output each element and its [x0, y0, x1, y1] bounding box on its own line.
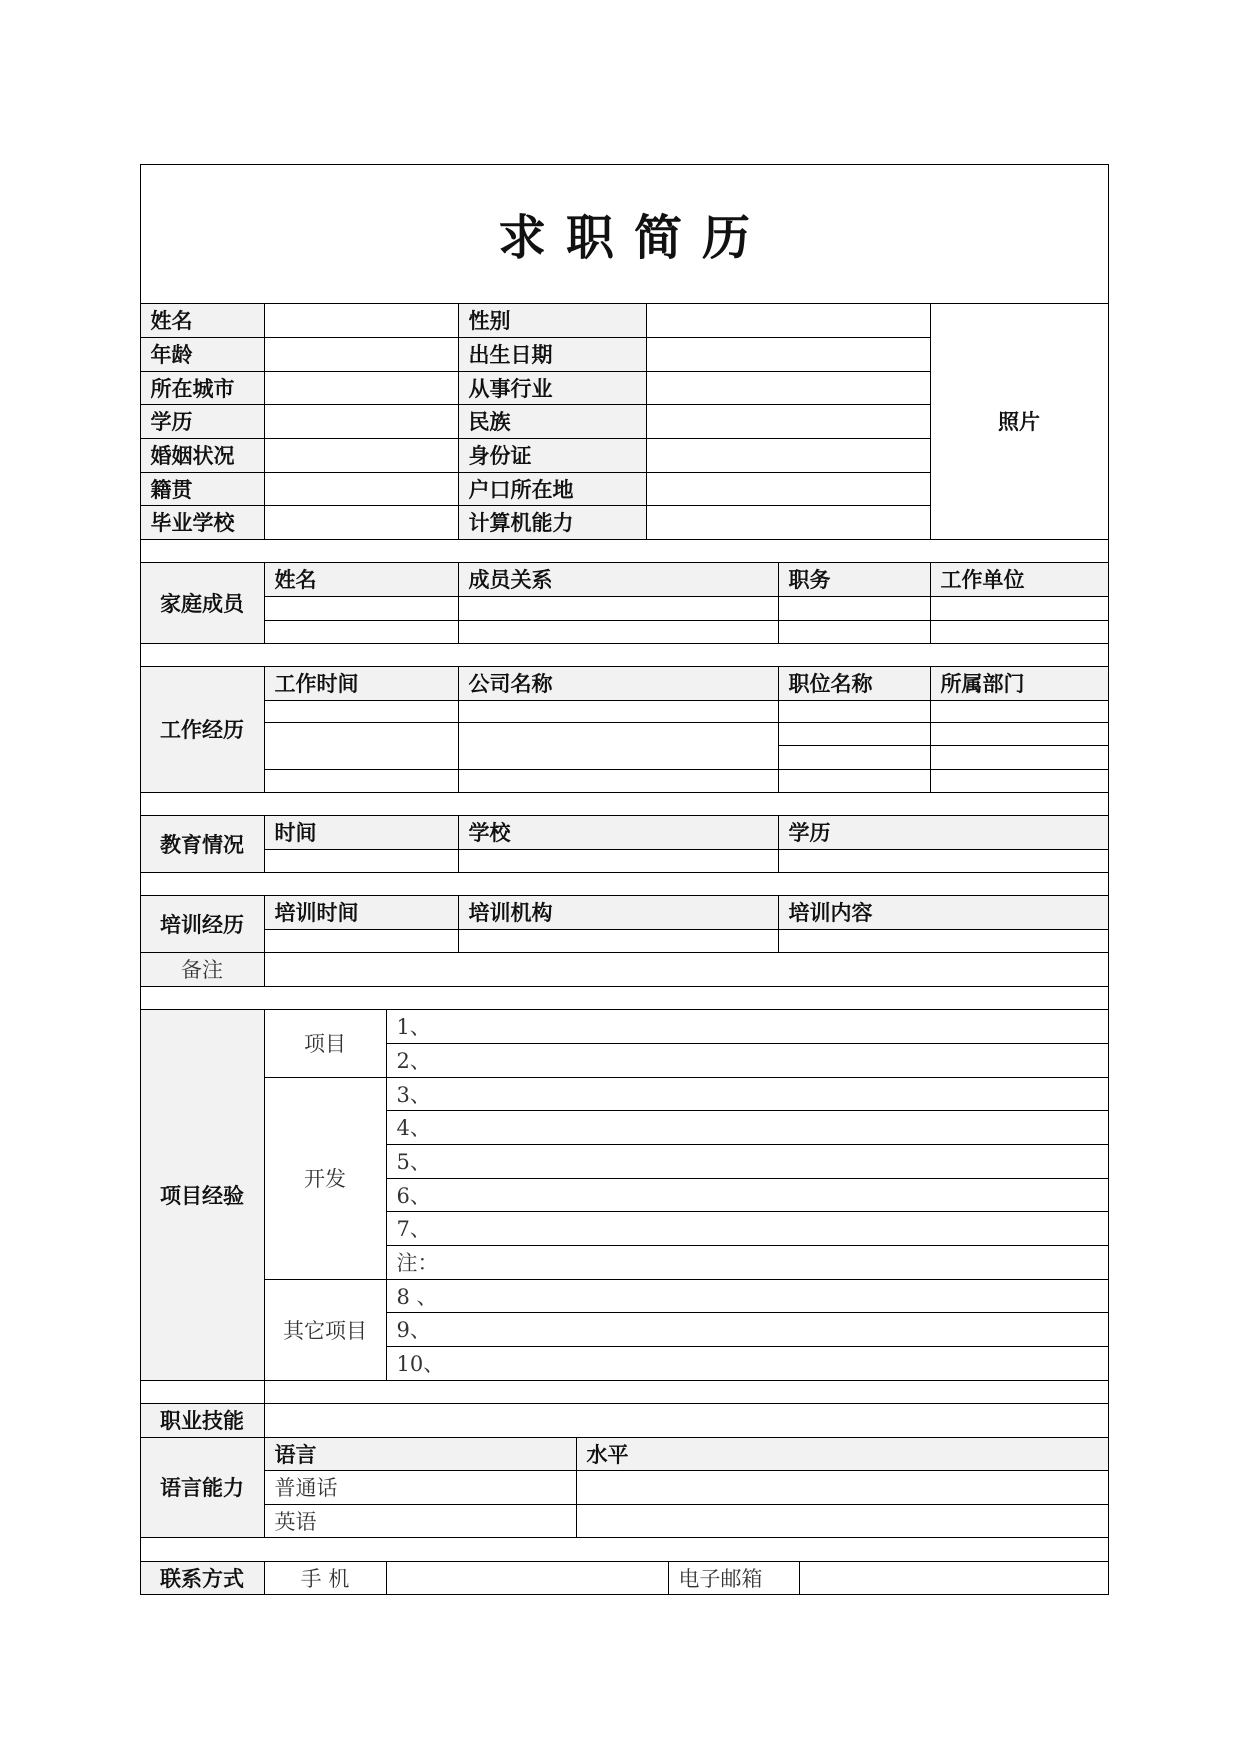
- basic-label: 籍贯: [140, 472, 265, 506]
- basic-label: 从事行业: [458, 371, 647, 405]
- table-cell[interactable]: [778, 769, 931, 793]
- spacer-cell: [140, 1380, 265, 1404]
- table-header: 公司名称: [458, 666, 779, 701]
- basic-value-field[interactable]: [264, 472, 459, 506]
- project-item-field[interactable]: 注：: [386, 1245, 1109, 1280]
- basic-value-field[interactable]: [646, 472, 931, 506]
- photo-box[interactable]: 照片: [930, 303, 1109, 540]
- basic-value-field[interactable]: [264, 337, 459, 372]
- basic-value-field[interactable]: [264, 438, 459, 473]
- table-header: 职位名称: [778, 666, 931, 701]
- basic-label: 户口所在地: [458, 472, 647, 506]
- section-label-education: 教育情况: [140, 815, 265, 873]
- language-name: 英语: [264, 1504, 577, 1538]
- table-header: 培训内容: [778, 895, 1109, 930]
- table-cell[interactable]: [458, 849, 779, 873]
- table-cell[interactable]: [778, 596, 931, 621]
- basic-label: 计算机能力: [458, 505, 647, 540]
- basic-label: 姓名: [140, 303, 265, 338]
- basic-value-field[interactable]: [264, 505, 459, 540]
- spacer-row: [140, 643, 1109, 667]
- spacer-row: [140, 872, 1109, 896]
- table-cell[interactable]: [264, 700, 459, 723]
- table-cell[interactable]: [458, 769, 779, 793]
- basic-value-field[interactable]: [646, 438, 931, 473]
- table-cell[interactable]: [930, 769, 1109, 793]
- basic-value-field[interactable]: [646, 404, 931, 439]
- language-level-field[interactable]: [576, 1504, 1109, 1538]
- table-cell[interactable]: [264, 596, 459, 621]
- section-label-contact: 联系方式: [140, 1561, 265, 1595]
- email-label: 电子邮箱: [668, 1561, 800, 1595]
- table-header: 学校: [458, 815, 779, 850]
- spacer-row: [140, 1537, 1109, 1562]
- remarks-field[interactable]: [264, 952, 1109, 987]
- table-header: 培训时间: [264, 895, 459, 930]
- table-cell[interactable]: [778, 745, 931, 770]
- table-cell[interactable]: [778, 722, 931, 746]
- table-cell[interactable]: [778, 929, 1109, 953]
- table-cell[interactable]: [264, 769, 459, 793]
- table-cell[interactable]: [264, 849, 459, 873]
- table-cell[interactable]: [930, 620, 1109, 644]
- table-header: 成员关系: [458, 562, 779, 597]
- table-header: 工作单位: [930, 562, 1109, 597]
- project-item-field[interactable]: 10、: [386, 1346, 1109, 1381]
- project-item-field[interactable]: 4、: [386, 1110, 1109, 1145]
- table-cell[interactable]: [930, 722, 1109, 746]
- table-cell[interactable]: [458, 929, 779, 953]
- basic-label: 身份证: [458, 438, 647, 473]
- table-header: 语言: [264, 1437, 577, 1471]
- project-item-field[interactable]: 7、: [386, 1211, 1109, 1246]
- basic-value-field[interactable]: [646, 337, 931, 372]
- table-cell[interactable]: [930, 700, 1109, 723]
- basic-label: 民族: [458, 404, 647, 439]
- table-cell[interactable]: [458, 620, 779, 644]
- table-cell[interactable]: [930, 745, 1109, 770]
- table-header: 所属部门: [930, 666, 1109, 701]
- table-cell[interactable]: [778, 700, 931, 723]
- basic-label: 所在城市: [140, 371, 265, 405]
- table-header: 姓名: [264, 562, 459, 597]
- language-level-field[interactable]: [576, 1470, 1109, 1505]
- table-cell[interactable]: [778, 620, 931, 644]
- project-group-label: 其它项目: [264, 1279, 387, 1381]
- project-item-field[interactable]: 1、: [386, 1009, 1109, 1044]
- project-item-field[interactable]: 3、: [386, 1077, 1109, 1111]
- table-cell[interactable]: [264, 722, 459, 770]
- section-label-work: 工作经历: [140, 666, 265, 793]
- basic-label: 婚姻状况: [140, 438, 265, 473]
- email-field[interactable]: [799, 1561, 1109, 1595]
- basic-label: 出生日期: [458, 337, 647, 372]
- section-label-language: 语言能力: [140, 1437, 265, 1538]
- table-header: 工作时间: [264, 666, 459, 701]
- basic-value-field[interactable]: [264, 404, 459, 439]
- section-label-projects: 项目经验: [140, 1009, 265, 1381]
- basic-label: 毕业学校: [140, 505, 265, 540]
- phone-label: 手 机: [264, 1561, 387, 1595]
- section-label-family: 家庭成员: [140, 562, 265, 644]
- table-header: 时间: [264, 815, 459, 850]
- project-item-field[interactable]: 6、: [386, 1178, 1109, 1212]
- project-item-field[interactable]: 9、: [386, 1312, 1109, 1347]
- basic-label: 年龄: [140, 337, 265, 372]
- table-cell[interactable]: [930, 596, 1109, 621]
- basic-value-field[interactable]: [264, 371, 459, 405]
- table-header: 学历: [778, 815, 1109, 850]
- basic-value-field[interactable]: [646, 505, 931, 540]
- spacer-row: [140, 539, 1109, 563]
- basic-label: 性别: [458, 303, 647, 338]
- spacer-cell: [264, 1380, 1109, 1404]
- table-cell[interactable]: [264, 929, 459, 953]
- section-label-skills: 职业技能: [140, 1403, 265, 1438]
- table-cell[interactable]: [458, 700, 779, 723]
- basic-label: 学历: [140, 404, 265, 439]
- basic-value-field[interactable]: [646, 303, 931, 338]
- table-cell[interactable]: [458, 596, 779, 621]
- project-group-label: 项目: [264, 1009, 387, 1078]
- language-name: 普通话: [264, 1470, 577, 1505]
- table-header: 水平: [576, 1437, 1109, 1471]
- project-item-field[interactable]: 8 、: [386, 1279, 1109, 1313]
- table-header: 职务: [778, 562, 931, 597]
- table-cell[interactable]: [458, 722, 779, 770]
- table-cell[interactable]: [264, 620, 459, 644]
- table-header: 培训机构: [458, 895, 779, 930]
- table-cell[interactable]: [778, 849, 1109, 873]
- project-item-field[interactable]: 5、: [386, 1144, 1109, 1179]
- phone-field[interactable]: [386, 1561, 669, 1595]
- basic-value-field[interactable]: [646, 371, 931, 405]
- spacer-row: [140, 792, 1109, 816]
- remarks-label: 备注: [140, 952, 265, 987]
- project-item-field[interactable]: 2、: [386, 1043, 1109, 1078]
- project-group-label: 开发: [264, 1077, 387, 1280]
- page-title: 求职简历: [140, 164, 1109, 304]
- skills-field[interactable]: [264, 1403, 1109, 1438]
- spacer-row: [140, 986, 1109, 1010]
- basic-value-field[interactable]: [264, 303, 459, 338]
- section-label-training: 培训经历: [140, 895, 265, 953]
